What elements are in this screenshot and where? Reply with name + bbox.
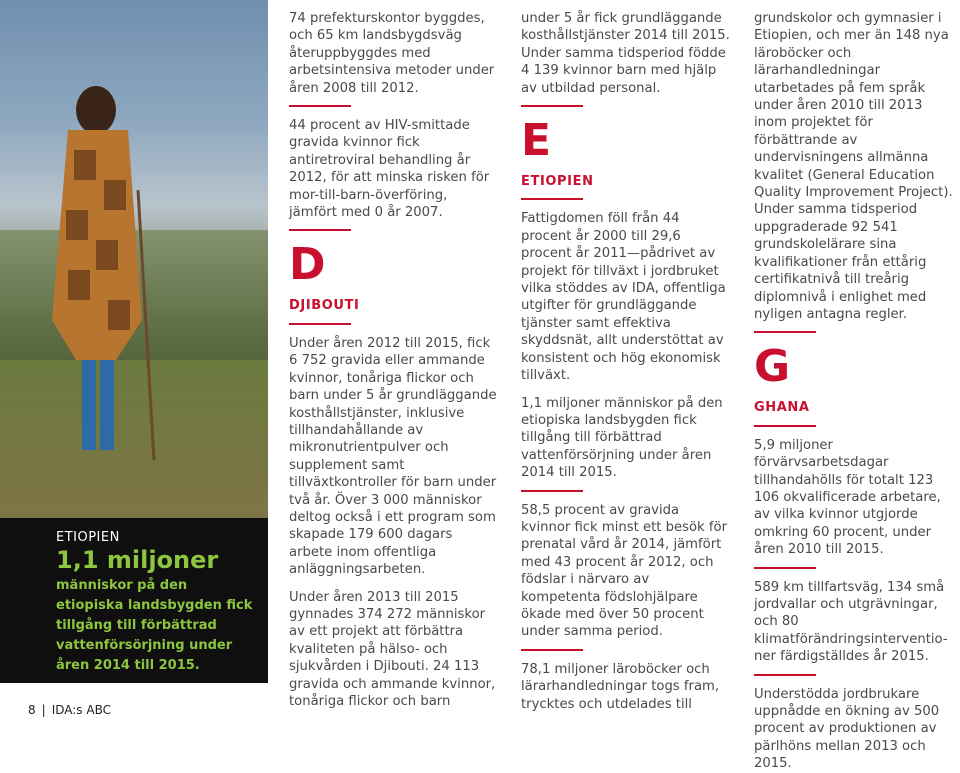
divider: [521, 198, 583, 200]
paragraph: 1,1 miljoner människor på den etiopiska landsbygden fick tillgång till förbättrad vattenförsörjning under åren 2014 till 2015.: [521, 395, 723, 481]
divider: [521, 490, 583, 492]
text-column-1: [289, 10, 499, 710]
paragraph: 78,1 miljoner läroböcker och lärarhandledningar togs fram, trycktes och utdelades till: [521, 661, 720, 712]
text-column-2: [521, 10, 731, 713]
divider: [754, 331, 816, 333]
paragraph: Under åren 2012 till 2015, fick 6 752 gravida eller ammande kvinnor, tonåriga flickor och barn under 5 år grundläggande kosthållstjänster, inklusive tillhandahållande av mikronutrientpulver och supplement samt tillväxtkontroller för barn under två år. Över 3 000 människor deltog också i ett program som skapade 179 600 dagars arbete inom offentliga anläggningsarbeten.: [289, 335, 497, 578]
paragraph: Under åren 2013 till 2015 gynnades 374 272 människor av ett projekt att förbättra kvaliteten på hälso- och sjukvården i Djibouti. 24 113 gravida och ammande kvinnor, tonåriga flickor och barn: [289, 589, 496, 709]
paragraph: Fattigdomen föll från 44 procent år 2000 till 29,6 procent år 2011—pådrivet av projekt för tillväxt i jordbruket vilka stöddes av IDA, offentliga utgifter för grundläggande tjänster samt effektiva skyddsnät, allt understöttat av konsistent och hög ekonomisk tillväxt.: [521, 211, 726, 384]
paragraph: 74 prefekturskontor byggdes, och 65 km landsbygdsväg återuppbyggdes med arbetsintensiva metoder under åren 2008 till 2012.: [289, 11, 495, 96]
divider: [754, 567, 816, 569]
page-footer: [28, 703, 111, 717]
section-heading-djibouti: DJIBOUTI: [289, 298, 360, 314]
footer-separator: |: [41, 703, 46, 717]
man-in-blanket-illustration: [38, 70, 158, 470]
divider: [289, 229, 351, 231]
divider: [521, 105, 583, 107]
caption-figure: 1,1 miljoner: [56, 546, 219, 574]
section-heading-ghana: GHANA: [754, 400, 810, 416]
paragraph: 589 km tillfartsväg, 134 små jordvallar och utgrävningar, och 80 klimatförändringsinterventio-ner färdigställdes år 2015.: [754, 579, 948, 665]
divider: [754, 425, 816, 427]
paragraph: under 5 år fick grundläggande kosthållstjänster 2014 till 2015. Under samma tidsperiod födde 4 139 kvinnor barn med hjälp av utbildad personal.: [521, 11, 730, 96]
paragraph: grundskolor och gymnasier i Etiopien, och mer än 148 nya läroböcker och lärarhandledningar utarbetades på fem språk under åren 2010 till 2013 inom projektet för förbättrande av undervisningens allmänna kvalitet (General Education Quality Improvement Project). Under samma tidsperiod uppgraderade 92 541 grundskolelärare sina kvalifikationer från ettårig certifikatnivå till treårig diplomnivå i enlighet med nyligen antagna regler.: [754, 11, 953, 322]
text-column-3: [754, 10, 959, 773]
section-letter-g: G: [754, 341, 791, 393]
section-letter-e: E: [521, 115, 552, 167]
caption-country: ETIOPIEN: [56, 530, 120, 545]
paragraph: 58,5 procent av gravida kvinnor fick minst ett besök för prenatal vård år 2014, jämfört med 43 procent år 2012, och födslar i närvaro av kompetenta födslohjälpare ökade med över 50 procent under samma period.: [521, 502, 728, 640]
divider: [289, 323, 351, 325]
divider: [521, 649, 583, 651]
paragraph: Understödda jordbrukare uppnådde en ökning av 500 procent av produktionen av pärlhöns mellan 2013 och 2015.: [754, 686, 940, 772]
divider: [289, 105, 351, 107]
caption-text: människor på den etiopiska landsbygden fick tillgång till förbättrad vattenförsörjning under åren 2014 till 2015.: [56, 578, 253, 673]
section-heading-ethiopia: ETIOPIEN: [521, 174, 594, 190]
paragraph: 44 procent av HIV-smittade gravida kvinnor fick antiretroviral behandling år 2012, för att minska risken för mor-till-barn-överföring, jämfört med 0 år 2007.: [289, 118, 490, 221]
paragraph: 5,9 miljoner förvärvsarbetsdagar tillhandahölls för totalt 123 106 okvalificerade arbetare, av vilka kvinnor utgjorde omkring 60 procent, under åren 2010 till 2015.: [754, 437, 941, 558]
page-number: 8: [28, 703, 36, 717]
publication-title: IDA:s ABC: [51, 703, 111, 717]
section-letter-d: D: [289, 239, 326, 291]
divider: [754, 674, 816, 676]
